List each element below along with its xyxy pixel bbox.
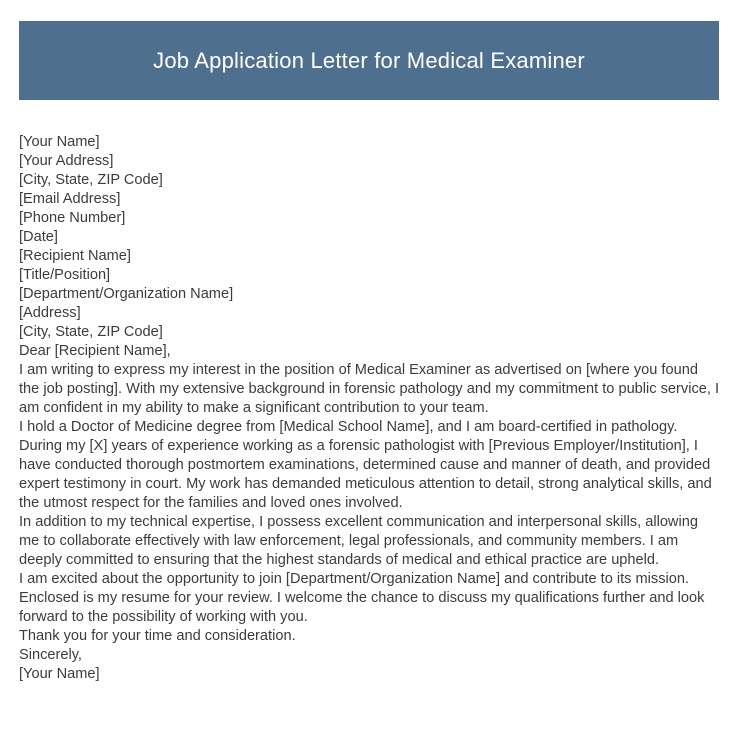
signature: [Your Name] [19, 666, 100, 682]
body-paragraph: Thank you for your time and consideration. [19, 628, 296, 644]
page-title: Job Application Letter for Medical Examiner [153, 47, 585, 73]
sender-line: [Phone Number] [19, 210, 126, 226]
closing: Sincerely, [19, 647, 82, 663]
recipient-line: [Address] [19, 305, 81, 321]
sender-line: [Your Name] [19, 134, 100, 150]
recipient-line: [Department/Organization Name] [19, 286, 234, 302]
sender-line: [Your Address] [19, 153, 114, 169]
body-paragraph: I am excited about the opportunity to join [Department/Organization Name] and contribute to its mission. Enclosed is my resume for your review. I welcome the chance to discuss my qualifications further and look forward to the possibility of working with you. [19, 571, 705, 625]
date-line: [Date] [19, 229, 58, 245]
recipient-line: [Title/Position] [19, 267, 111, 283]
recipient-address-block [19, 247, 721, 342]
letter-body [19, 133, 721, 684]
sender-address-block [19, 133, 721, 247]
recipient-line: [City, State, ZIP Code] [19, 324, 163, 340]
body-paragraph: I am writing to express my interest in the position of Medical Examiner as advertised on [where you found the job posting]. With my extensive background in forensic pathology and my commitment to public service, I am confident in my ability to make a significant contribution to your team. [19, 362, 720, 416]
sender-line: [Email Address] [19, 191, 121, 207]
body-paragraph: In addition to my technical expertise, I possess excellent communication and interpersonal skills, allowing me to collaborate effectively with law enforcement, legal professionals, and community members. I am deeply committed to ensuring that the highest standards of medical and ethical practice are upheld. [19, 514, 698, 568]
salutation: Dear [Recipient Name], [19, 343, 171, 359]
sender-line: [City, State, ZIP Code] [19, 172, 163, 188]
body-paragraph: I hold a Doctor of Medicine degree from [Medical School Name], and I am board-certified in pathology. During my [X] years of experience working as a forensic pathologist with [Previous Employer/Institution], I have conducted thorough postmortem examinations, determined cause and manner of death, and provided expert testimony in court. My work has demanded meticulous attention to detail, strong analytical skills, and the utmost respect for the families and loved ones involved. [19, 419, 712, 511]
recipient-line: [Recipient Name] [19, 248, 131, 264]
document-header-banner [19, 21, 719, 100]
